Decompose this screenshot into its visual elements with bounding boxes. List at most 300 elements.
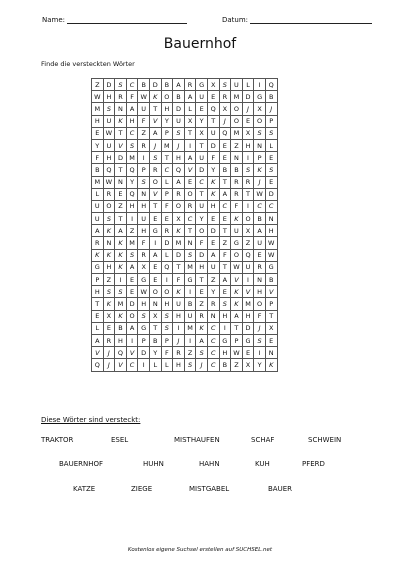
grid-cell: I	[242, 274, 254, 286]
grid-cell: V	[242, 286, 254, 298]
grid-cell: G	[196, 79, 208, 91]
grid-cell: L	[161, 249, 173, 261]
grid-cell: R	[161, 225, 173, 237]
grid-cell: G	[254, 91, 266, 103]
grid-cell: K	[115, 249, 127, 261]
date-field	[222, 16, 372, 24]
grid-cell: I	[184, 334, 196, 346]
grid-cell: N	[254, 274, 266, 286]
grid-cell: H	[138, 200, 150, 212]
grid-cell: Y	[196, 213, 208, 225]
grid-cell: A	[149, 249, 161, 261]
grid-cell: X	[242, 359, 254, 371]
grid-cell: U	[207, 127, 219, 139]
grid-cell: K	[115, 310, 127, 322]
grid-cell: O	[196, 225, 208, 237]
grid-cell: G	[219, 334, 231, 346]
grid-cell: X	[196, 127, 208, 139]
grid-cell: B	[149, 334, 161, 346]
grid-cell: F	[219, 249, 231, 261]
grid-cell: E	[265, 334, 277, 346]
grid-cell: N	[149, 298, 161, 310]
grid-cell: T	[173, 261, 185, 273]
grid-cell: E	[219, 213, 231, 225]
grid-cell: P	[265, 298, 277, 310]
grid-cell: G	[184, 274, 196, 286]
grid-cell: T	[265, 310, 277, 322]
grid-cell: V	[231, 274, 243, 286]
grid-cell: O	[149, 176, 161, 188]
grid-cell: H	[103, 261, 115, 273]
grid-cell: E	[242, 115, 254, 127]
grid-cell: Q	[265, 79, 277, 91]
grid-cell: R	[138, 249, 150, 261]
grid-cell: M	[92, 176, 104, 188]
grid-cell: T	[149, 322, 161, 334]
grid-cell: E	[126, 274, 138, 286]
grid-cell: A	[173, 79, 185, 91]
grid-cell: D	[173, 103, 185, 115]
grid-cell: B	[92, 164, 104, 176]
grid-cell: K	[115, 115, 127, 127]
grid-cell: D	[161, 237, 173, 249]
word-search-grid	[91, 78, 278, 372]
grid-cell: P	[161, 334, 173, 346]
word-mistgabel: MISTGABEL	[189, 485, 230, 493]
grid-cell: O	[161, 91, 173, 103]
grid-cell: Z	[126, 225, 138, 237]
grid-cell: U	[231, 225, 243, 237]
grid-cell: A	[219, 274, 231, 286]
grid-cell: L	[92, 188, 104, 200]
word-huhn: HUHN	[143, 460, 164, 468]
grid-cell: N	[207, 310, 219, 322]
grid-cell: A	[207, 249, 219, 261]
grid-cell: Z	[92, 79, 104, 91]
grid-cell: R	[92, 237, 104, 249]
grid-cell: Y	[92, 139, 104, 151]
grid-cell: M	[231, 91, 243, 103]
grid-cell: Z	[184, 347, 196, 359]
grid-cell: Y	[207, 286, 219, 298]
grid-cell: C	[265, 200, 277, 212]
grid-cell: B	[138, 79, 150, 91]
grid-cell: P	[161, 188, 173, 200]
grid-cell: I	[149, 237, 161, 249]
grid-cell: S	[126, 139, 138, 151]
grid-cell: H	[242, 310, 254, 322]
grid-cell: R	[184, 200, 196, 212]
grid-cell: K	[207, 176, 219, 188]
grid-cell: K	[92, 249, 104, 261]
grid-cell: T	[219, 261, 231, 273]
grid-cell: R	[196, 310, 208, 322]
grid-cell: H	[161, 103, 173, 115]
grid-cell: I	[242, 200, 254, 212]
grid-cell: T	[219, 176, 231, 188]
grid-cell: B	[173, 91, 185, 103]
grid-cell: S	[184, 359, 196, 371]
grid-cell: D	[196, 164, 208, 176]
grid-cell: H	[115, 334, 127, 346]
grid-row	[92, 103, 278, 115]
grid-cell: T	[149, 103, 161, 115]
grid-cell: Z	[242, 237, 254, 249]
grid-cell: T	[242, 188, 254, 200]
grid-cell: E	[265, 176, 277, 188]
grid-cell: B	[161, 79, 173, 91]
grid-cell: P	[231, 334, 243, 346]
grid-cell: U	[103, 115, 115, 127]
grid-cell: X	[207, 79, 219, 91]
grid-cell: S	[138, 176, 150, 188]
grid-cell: E	[196, 286, 208, 298]
grid-cell: K	[173, 225, 185, 237]
grid-cell: B	[265, 274, 277, 286]
grid-row	[92, 286, 278, 298]
grid-row	[92, 152, 278, 164]
grid-row	[92, 188, 278, 200]
grid-cell: E	[184, 176, 196, 188]
grid-cell: J	[265, 103, 277, 115]
grid-cell: A	[126, 261, 138, 273]
grid-cell: G	[138, 274, 150, 286]
grid-cell: V	[184, 164, 196, 176]
grid-cell: W	[265, 237, 277, 249]
word-kuh: KUH	[255, 460, 270, 468]
grid-cell: I	[254, 347, 266, 359]
grid-cell: N	[103, 237, 115, 249]
grid-cell: N	[231, 152, 243, 164]
grid-row	[92, 334, 278, 346]
grid-cell: E	[254, 249, 266, 261]
grid-cell: M	[126, 237, 138, 249]
grid-cell: I	[161, 274, 173, 286]
grid-cell: N	[265, 213, 277, 225]
grid-cell: V	[115, 139, 127, 151]
grid-cell: U	[242, 261, 254, 273]
grid-cell: F	[196, 237, 208, 249]
grid-cell: S	[265, 164, 277, 176]
grid-cell: E	[219, 286, 231, 298]
grid-cell: T	[115, 213, 127, 225]
grid-cell: S	[115, 79, 127, 91]
name-label: Name:	[42, 16, 66, 24]
grid-cell: O	[173, 200, 185, 212]
grid-cell: U	[92, 200, 104, 212]
grid-cell: T	[184, 127, 196, 139]
grid-cell: R	[219, 91, 231, 103]
grid-row	[92, 127, 278, 139]
grid-cell: D	[173, 249, 185, 261]
grid-cell: M	[184, 322, 196, 334]
grid-cell: B	[184, 298, 196, 310]
grid-cell: T	[115, 127, 127, 139]
grid-cell: Q	[219, 127, 231, 139]
grid-cell: D	[265, 188, 277, 200]
grid-cell: U	[173, 115, 185, 127]
word-bauer: BAUER	[268, 485, 293, 493]
grid-cell: U	[92, 213, 104, 225]
grid-cell: E	[207, 237, 219, 249]
grid-cell: W	[254, 188, 266, 200]
grid-cell: C	[207, 334, 219, 346]
grid-cell: Z	[231, 139, 243, 151]
grid-cell: P	[254, 152, 266, 164]
grid-cell: T	[161, 152, 173, 164]
grid-cell: M	[126, 152, 138, 164]
word-schaf: SCHAF	[251, 436, 275, 444]
grid-cell: S	[115, 286, 127, 298]
grid-cell: I	[115, 274, 127, 286]
grid-cell: H	[126, 200, 138, 212]
grid-cell: J	[173, 334, 185, 346]
grid-cell: S	[161, 310, 173, 322]
name-field	[42, 16, 187, 24]
grid-cell: S	[184, 249, 196, 261]
grid-cell: A	[173, 176, 185, 188]
grid-cell: U	[173, 298, 185, 310]
grid-cell: R	[138, 139, 150, 151]
grid-cell: D	[207, 225, 219, 237]
grid-cell: O	[161, 286, 173, 298]
grid-cell: D	[242, 91, 254, 103]
words-heading: Diese Wörter sind versteckt:	[41, 416, 141, 424]
grid-cell: K	[196, 322, 208, 334]
grid-cell: C	[161, 164, 173, 176]
grid-cell: H	[138, 298, 150, 310]
grid-cell: U	[184, 310, 196, 322]
grid-cell: P	[138, 164, 150, 176]
grid-cell: O	[231, 103, 243, 115]
grid-cell: C	[254, 200, 266, 212]
grid-cell: L	[92, 322, 104, 334]
grid-cell: F	[207, 152, 219, 164]
grid-cell: K	[173, 286, 185, 298]
grid-cell: E	[196, 103, 208, 115]
grid-cell: W	[231, 261, 243, 273]
grid-cell: H	[173, 152, 185, 164]
grid-cell: F	[92, 152, 104, 164]
grid-cell: C	[196, 176, 208, 188]
grid-cell: E	[126, 286, 138, 298]
grid-cell: M	[92, 103, 104, 115]
grid-cell: H	[103, 91, 115, 103]
grid-cell: X	[242, 225, 254, 237]
grid-cell: X	[184, 115, 196, 127]
grid-cell: S	[138, 310, 150, 322]
grid-cell: S	[196, 347, 208, 359]
grid-cell: G	[231, 237, 243, 249]
grid-cell: E	[115, 188, 127, 200]
grid-cell: E	[92, 310, 104, 322]
grid-cell: I	[126, 334, 138, 346]
grid-cell: J	[149, 139, 161, 151]
grid-cell: R	[231, 188, 243, 200]
grid-cell: R	[242, 176, 254, 188]
grid-cell: I	[173, 322, 185, 334]
grid-cell: O	[126, 310, 138, 322]
grid-cell: I	[242, 152, 254, 164]
grid-cell: S	[103, 103, 115, 115]
grid-cell: C	[207, 359, 219, 371]
grid-cell: G	[242, 334, 254, 346]
grid-cell: H	[196, 261, 208, 273]
grid-cell: D	[149, 79, 161, 91]
grid-cell: I	[138, 359, 150, 371]
grid-cell: Z	[231, 359, 243, 371]
grid-cell: N	[184, 237, 196, 249]
grid-cell: W	[265, 249, 277, 261]
grid-cell: N	[115, 103, 127, 115]
grid-cell: I	[254, 79, 266, 91]
grid-cell: T	[231, 322, 243, 334]
grid-cell: R	[115, 91, 127, 103]
grid-row	[92, 91, 278, 103]
grid-cell: X	[242, 127, 254, 139]
grid-cell: E	[265, 152, 277, 164]
grid-cell: B	[231, 164, 243, 176]
grid-cell: S	[149, 152, 161, 164]
grid-cell: D	[138, 347, 150, 359]
grid-cell: X	[219, 103, 231, 115]
grid-cell: U	[103, 139, 115, 151]
grid-cell: O	[254, 298, 266, 310]
grid-cell: K	[103, 298, 115, 310]
grid-cell: H	[161, 298, 173, 310]
grid-cell: Y	[126, 176, 138, 188]
grid-row	[92, 249, 278, 261]
grid-cell: T	[196, 274, 208, 286]
grid-cell: T	[219, 225, 231, 237]
grid-cell: E	[149, 261, 161, 273]
grid-cell: F	[138, 115, 150, 127]
grid-cell: E	[219, 152, 231, 164]
grid-cell: E	[92, 127, 104, 139]
grid-cell: O	[231, 249, 243, 261]
grid-cell: O	[184, 188, 196, 200]
grid-cell: S	[126, 249, 138, 261]
grid-cell: M	[184, 261, 196, 273]
grid-cell: K	[254, 164, 266, 176]
grid-row	[92, 139, 278, 151]
grid-cell: N	[138, 188, 150, 200]
grid-cell: L	[184, 103, 196, 115]
word-misthaufen: MISTHAUFEN	[174, 436, 220, 444]
grid-cell: V	[265, 286, 277, 298]
grid-cell: C	[126, 359, 138, 371]
grid-cell: Q	[242, 249, 254, 261]
grid-cell: S	[173, 127, 185, 139]
grid-cell: S	[103, 286, 115, 298]
grid-cell: S	[103, 213, 115, 225]
grid-cell: K	[103, 225, 115, 237]
grid-cell: D	[207, 139, 219, 151]
grid-cell: M	[231, 127, 243, 139]
grid-row	[92, 176, 278, 188]
grid-cell: A	[184, 152, 196, 164]
grid-cell: F	[254, 310, 266, 322]
grid-cell: S	[254, 334, 266, 346]
grid-cell: Y	[207, 164, 219, 176]
grid-cell: I	[184, 286, 196, 298]
grid-row	[92, 213, 278, 225]
word-esel: ESEL	[111, 436, 129, 444]
grid-cell: K	[265, 359, 277, 371]
grid-cell: V	[115, 359, 127, 371]
grid-cell: F	[126, 91, 138, 103]
grid-cell: L	[161, 359, 173, 371]
grid-cell: R	[103, 188, 115, 200]
grid-cell: E	[161, 213, 173, 225]
grid-cell: J	[173, 139, 185, 151]
grid-row	[92, 322, 278, 334]
grid-cell: C	[207, 347, 219, 359]
grid-row	[92, 310, 278, 322]
grid-cell: K	[231, 213, 243, 225]
grid-cell: B	[219, 164, 231, 176]
grid-cell: S	[219, 79, 231, 91]
grid-cell: I	[219, 322, 231, 334]
grid-cell: U	[207, 261, 219, 273]
grid-cell: D	[103, 79, 115, 91]
grid-cell: Z	[115, 200, 127, 212]
grid-cell: K	[207, 188, 219, 200]
grid-cell: K	[115, 261, 127, 273]
grid-cell: N	[265, 347, 277, 359]
grid-cell: A	[126, 322, 138, 334]
grid-cell: V	[92, 347, 104, 359]
instruction-text: Finde die versteckten Wörter	[41, 60, 135, 68]
grid-cell: Y	[161, 115, 173, 127]
grid-cell: D	[115, 152, 127, 164]
grid-row	[92, 359, 278, 371]
grid-cell: V	[149, 188, 161, 200]
grid-row	[92, 115, 278, 127]
grid-cell: Q	[207, 103, 219, 115]
grid-cell: G	[92, 261, 104, 273]
grid-cell: X	[254, 103, 266, 115]
grid-cell: J	[254, 176, 266, 188]
grid-cell: H	[242, 139, 254, 151]
grid-cell: K	[231, 298, 243, 310]
grid-row	[92, 347, 278, 359]
grid-cell: Z	[103, 274, 115, 286]
grid-cell: X	[138, 261, 150, 273]
grid-row	[92, 164, 278, 176]
grid-cell: Q	[161, 261, 173, 273]
grid-cell: W	[103, 176, 115, 188]
grid-cell: N	[254, 139, 266, 151]
grid-cell: T	[207, 115, 219, 127]
grid-cell: U	[196, 200, 208, 212]
grid-row	[92, 298, 278, 310]
word-pferd: PFERD	[302, 460, 325, 468]
grid-cell: B	[115, 322, 127, 334]
grid-cell: Q	[126, 188, 138, 200]
grid-cell: U	[196, 91, 208, 103]
grid-cell: U	[254, 237, 266, 249]
grid-cell: M	[242, 298, 254, 310]
grid-row	[92, 225, 278, 237]
grid-cell: R	[103, 334, 115, 346]
grid-cell: C	[126, 79, 138, 91]
grid-cell: J	[254, 322, 266, 334]
grid-cell: O	[149, 286, 161, 298]
grid-cell: R	[254, 261, 266, 273]
name-line	[67, 16, 187, 24]
grid-cell: A	[219, 188, 231, 200]
